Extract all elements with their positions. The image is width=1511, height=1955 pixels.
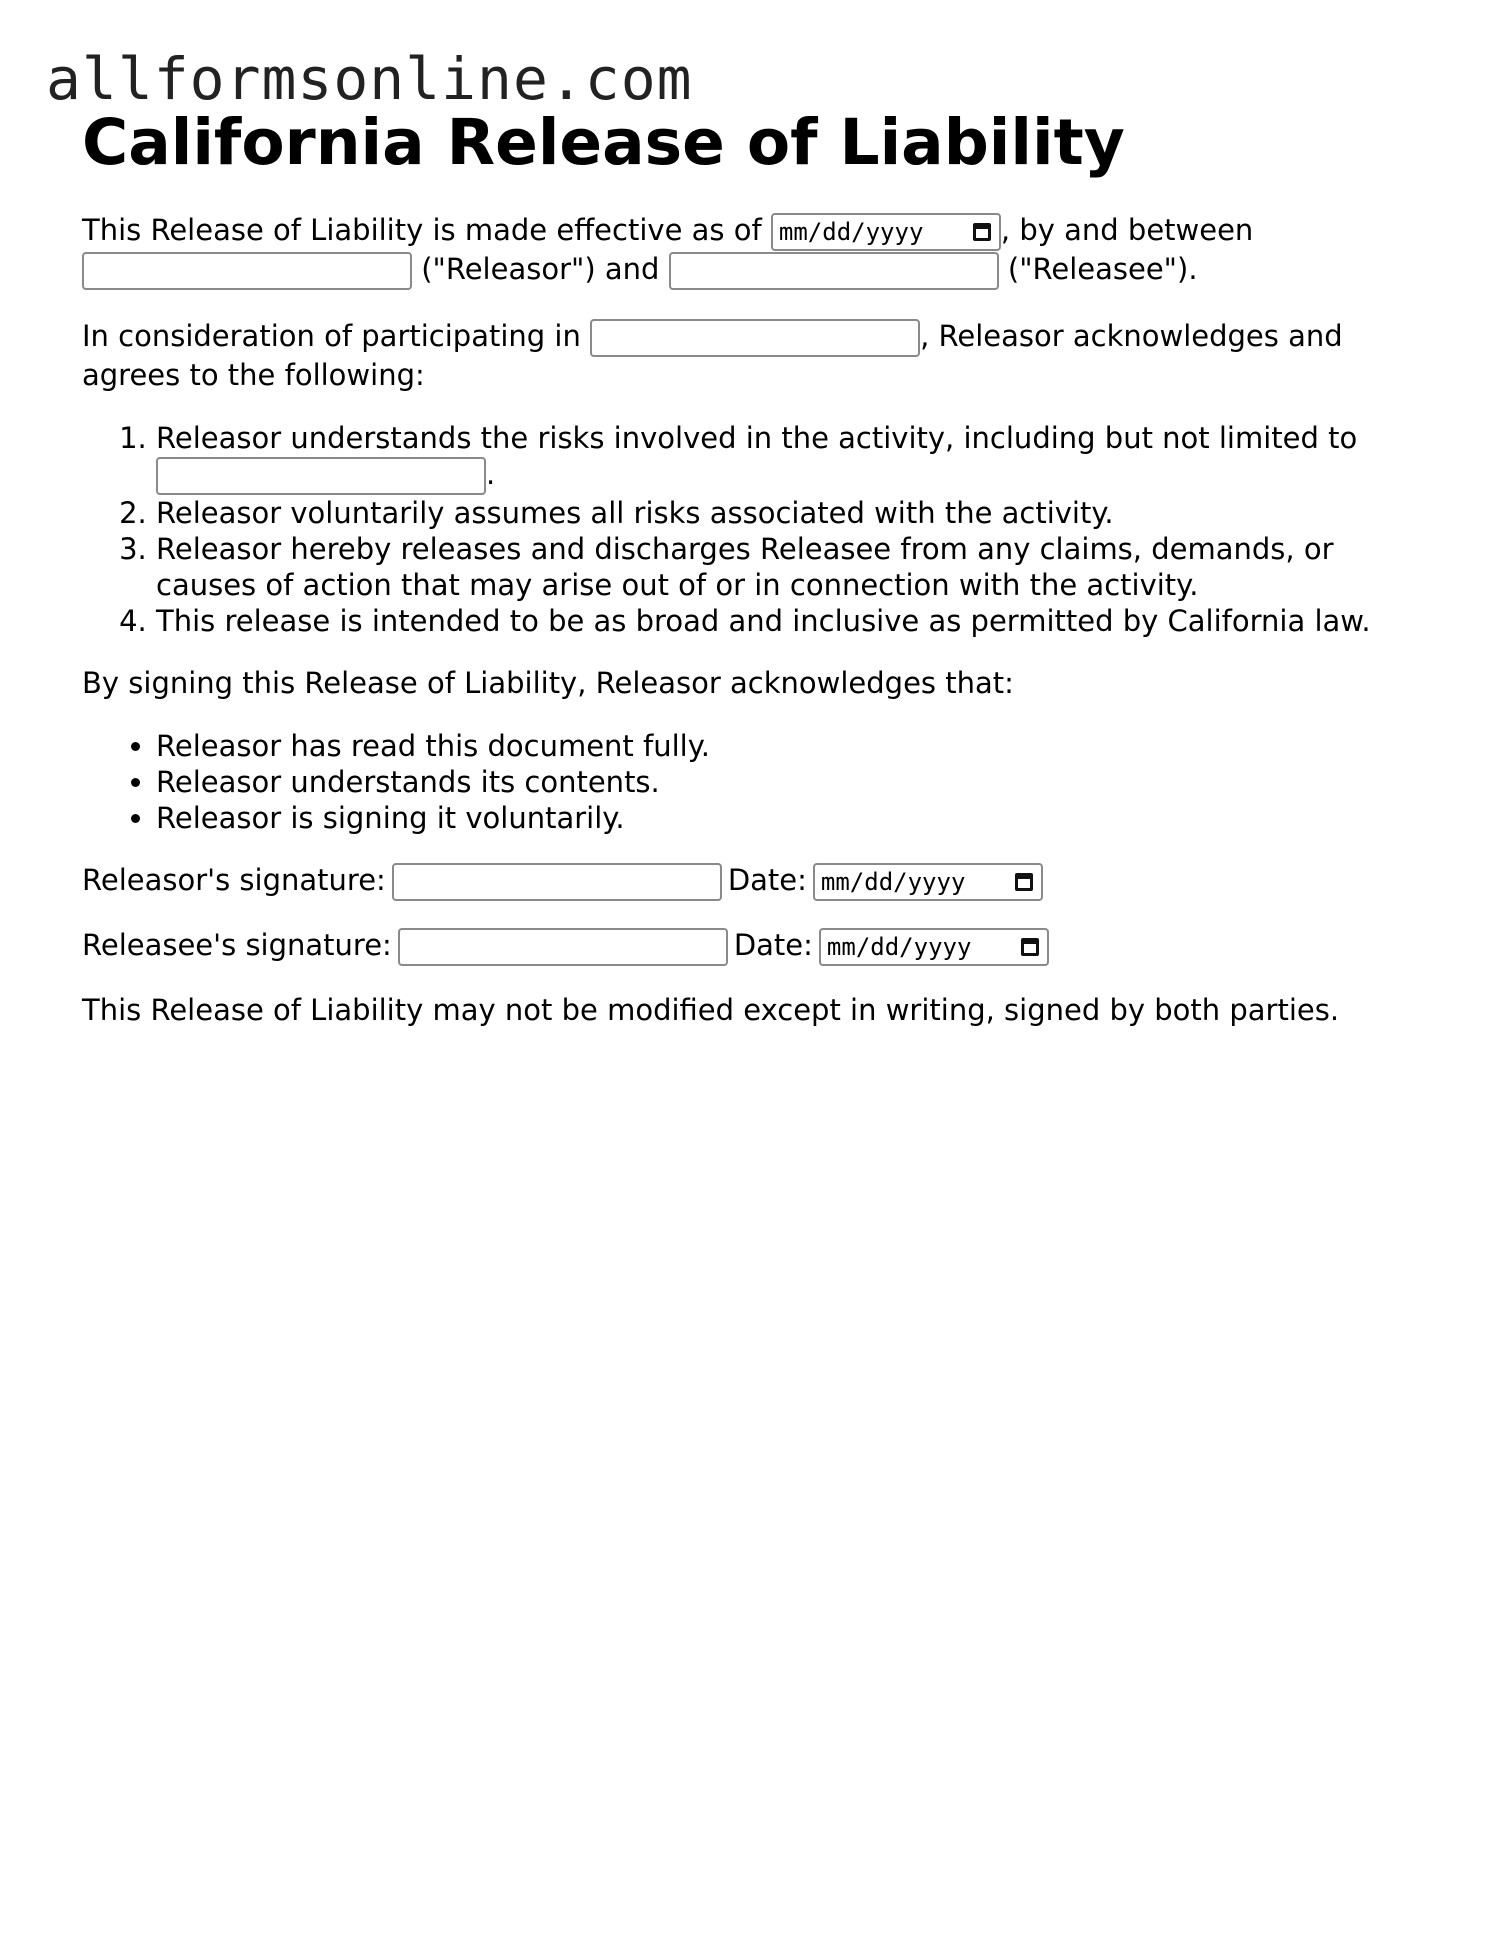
releasee-date-label: Date: <box>733 928 813 962</box>
terms-item-3: 3. Releasor hereby releases and discharges Releasee from any claims, demands, or causes of action that may arise out of or in connection with the activity. <box>156 531 1442 603</box>
terms-item-1-end: . <box>486 457 496 491</box>
calendar-icon[interactable] <box>973 223 991 241</box>
releasee-signature-label: Releasee's signature: <box>82 928 392 962</box>
site-watermark: allformsonline.com <box>46 45 693 113</box>
acknowledgement-list <box>82 728 1442 836</box>
intro-text-1: This Release of Liability is made effective as of <box>82 213 762 247</box>
releasor-signature-label: Releasor's signature: <box>82 863 386 897</box>
releasee-signature-row <box>82 927 1442 966</box>
releasor-date-input[interactable] <box>813 863 1043 901</box>
calendar-icon[interactable] <box>1015 873 1033 891</box>
intro-text-3: ("Releasor") and <box>421 252 660 286</box>
releasee-date-input[interactable] <box>819 928 1049 966</box>
calendar-icon[interactable] <box>1021 938 1039 956</box>
activity-input[interactable] <box>590 319 920 357</box>
terms-item-1-text: Releasor understands the risks involved in the activity, including but not limited to <box>156 421 1358 455</box>
terms-list <box>82 420 1442 639</box>
intro-text-2: , by and between <box>1000 213 1254 247</box>
intro-text-4: ("Releasee"). <box>1007 252 1198 286</box>
releasee-date-placeholder: mm/dd/yyyy <box>826 932 972 961</box>
releasor-signature-row <box>82 862 1442 901</box>
terms-item-2: 2. Releasor voluntarily assumes all risks associated with the activity. <box>156 495 1442 531</box>
risks-input[interactable] <box>156 457 486 495</box>
effective-date-placeholder: mm/dd/yyyy <box>778 217 924 246</box>
consideration-text-2: , Releasor acknowledges and agrees to the following: <box>82 319 1343 392</box>
intro-paragraph <box>82 212 1442 290</box>
page-title: California Release of Liability <box>82 106 1125 179</box>
consideration-text-1: In consideration of participating in <box>82 319 581 353</box>
acknowledgement-item: • Releasor is signing it voluntarily. <box>156 800 1442 836</box>
terms-item-1 <box>156 420 1442 495</box>
releasor-name-input[interactable] <box>82 252 412 290</box>
closing-paragraph: This Release of Liability may not be modified except in writing, signed by both parties. <box>82 993 1340 1027</box>
releasor-signature-input[interactable] <box>392 863 722 901</box>
release-document <box>82 106 1442 1029</box>
acknowledgement-item: • Releasor has read this document fully. <box>156 728 1442 764</box>
effective-date-input[interactable] <box>771 213 1001 251</box>
releasee-name-input[interactable] <box>669 252 999 290</box>
releasor-date-placeholder: mm/dd/yyyy <box>820 867 966 896</box>
acknowledgement-item: • Releasor understands its contents. <box>156 764 1442 800</box>
releasee-signature-input[interactable] <box>398 928 728 966</box>
terms-item-4: 4. This release is intended to be as broad and inclusive as permitted by California law. <box>156 603 1442 639</box>
acknowledgement-lead: By signing this Release of Liability, Releasor acknowledges that: <box>82 666 1014 700</box>
consideration-paragraph <box>82 318 1442 394</box>
releasor-date-label: Date: <box>727 863 807 897</box>
